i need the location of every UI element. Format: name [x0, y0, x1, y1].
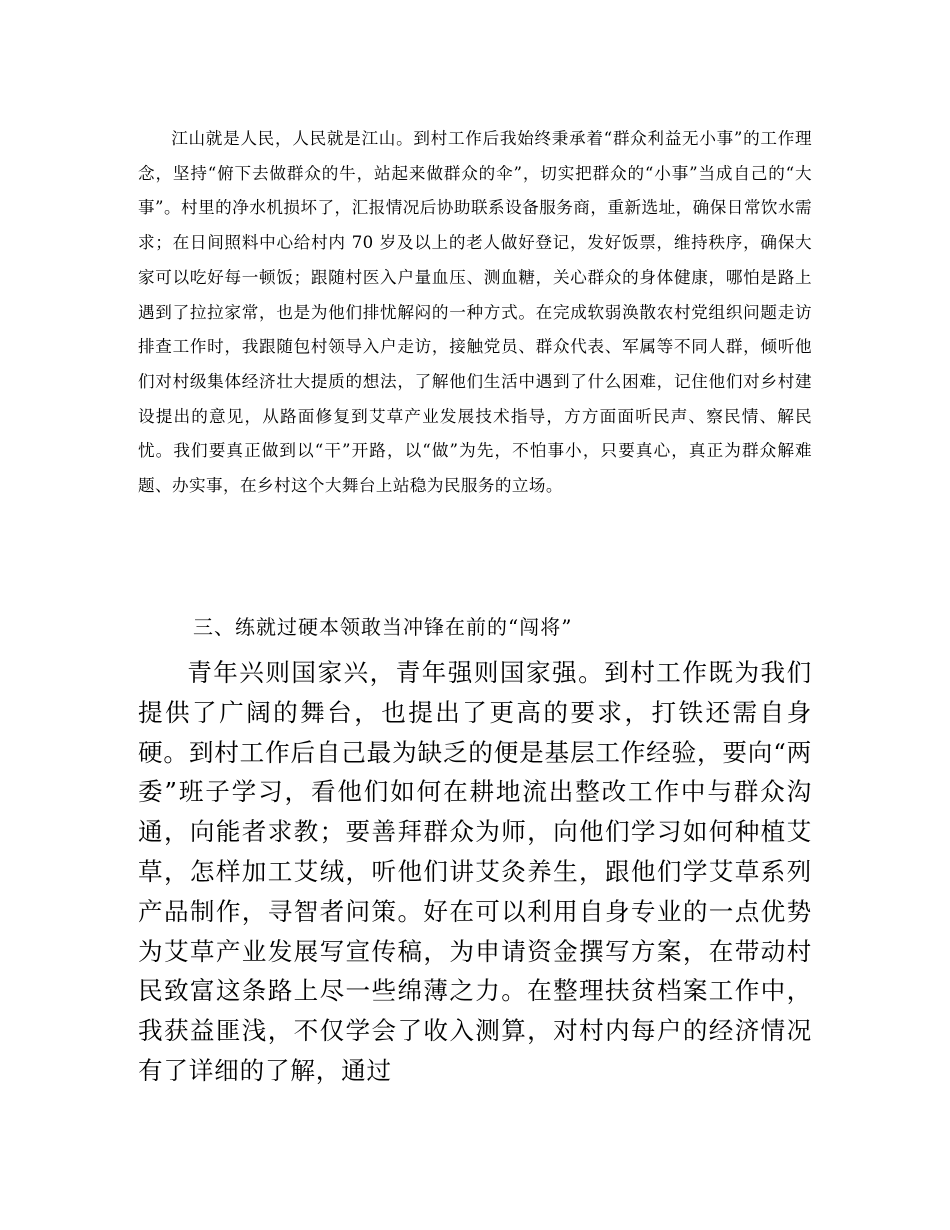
- body-paragraph-2: 青年兴则国家兴，青年强则国家强。到村工作既为我们提供了广阔的舞台，也提出了更高的要求，打铁还需自身硬。到村工作后自己最为缺乏的便是基层工作经验，要向“两委”班子学习，看他们如何在耕地流出整改工作中与群众沟通，向能者求教；要善拜群众为师，向他们学习如何种植艾草，怎样加工艾绒，听他们讲艾灸养生，跟他们学艾草系列产品制作，寻智者问策。好在可以利用自身专业的一点优势为艾草产业发展写宣传稿，为申请资金撰写方案，在带动村民致富这条路上尽一些绵薄之力。在整理扶贫档案工作中，我获益匪浅，不仅学会了收入测算，对村内每户的经济情况有了详细的了解，通过: [138, 658, 812, 1085]
- body-paragraph-1: 江山就是人民，人民就是江山。到村工作后我始终秉承着“群众利益无小事”的工作理念，坚持“俯下去做群众的牛，站起来做群众的伞”，切实把群众的“小事”当成自己的“大事”。村里的净水机损坏了，汇报情况后协助联系设备服务商，重新选址，确保日常饮水需求；在日间照料中心给村内 70 岁及以上的老人做好登记，发好饭票，维持秩序，确保大家可以吃好每一顿饭；跟随村医入户量血压、测血糖，关心群众的身体健康，哪怕是路上遇到了拉拉家常，也是为他们排忧解闷的一种方式。在完成软弱涣散农村党组织问题走访排查工作时，我跟随包村领导入户走访，接触党员、群众代表、军属等不同人群，倾听他们对村级集体经济壮大提质的想法，了解他们生活中遇到了什么困难，记住他们对乡村建设提出的意见，从路面修复到艾草产业发展技术指导，方方面面听民声、察民情、解民忧。我们要真正做到以“干”开路，以“做”为先，不怕事小，只要真心，真正为群众解难题、办实事，在乡村这个大舞台上站稳为民服务的立场。: [138, 129, 812, 496]
- section-heading-3: 三、练就过硬本领敢当冲锋在前的“闯将”: [193, 615, 573, 639]
